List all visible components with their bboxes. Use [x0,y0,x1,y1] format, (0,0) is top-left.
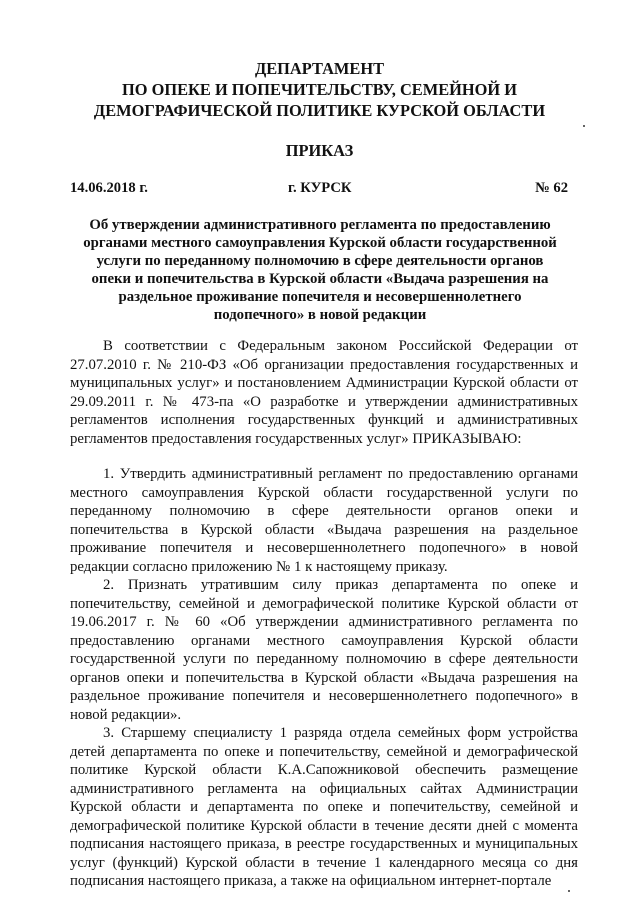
scan-speck [583,125,585,127]
department-header-line-2: ПО ОПЕКЕ И ПОПЕЧИТЕЛЬСТВУ, СЕМЕЙНОЙ И [122,80,517,99]
order-subject: Об утверждении административного регламента по предоставлению органами местного самоуправления Курской области государственной услуги по переданному полномочию в сфере деятельности органов опеки и попечительства в Курской области «Выдача разрешения на раздельное проживание попечителя и несовершеннолетнего подопечного» в новой редакции [83,217,557,323]
order-city: г. КУРСК [288,180,352,196]
department-header-line-1: ДЕПАРТАМЕНТ [254,59,385,78]
order-items [70,465,578,891]
order-date: 14.06.2018 г. [70,180,148,196]
order-item-3: 3. Старшему специалисту 1 разряда отдела семейных форм устройства детей департамента по опеке и попечительству, семейной и демографической политике Курской области К.А.Сапожниковой обеспечить размещение административного регламента на официальных сайтах Администрации Курской области и департамента по опеке и попечительству, семейной и демографической политике Курской области в течение десяти дней с момента подписания настоящего приказа, в реестре государственных и муниципальных услуг (функций) Курской области в течение 1 календарного месяца со дня подписания настоящего приказа, а также на официальном интернет-портале [70,725,578,889]
scan-speck [568,890,570,892]
order-item-2: 2. Признать утратившим силу приказ департамента по опеке и попечительству, семейной и демографической политике Курской области от 19.06.2017 г. № 60 «Об утверждении административного регламента по предоставлению органами местного самоуправления Курской области государственной услуги по переданному полномочию в сфере деятельности органов опеки и попечительства в Курской области «Выдача разрешения на раздельное проживание попечителя и несовершеннолетнего подопечного» в новой редакции». [70,577,578,723]
preamble-block [70,337,578,448]
department-header-line-3: ДЕМОГРАФИЧЕСКОЙ ПОЛИТИКЕ КУРСКОЙ ОБЛАСТИ [93,101,546,120]
preamble-paragraph: В соответствии с Федеральным законом Российской Федерации от 27.07.2010 г. № 210-ФЗ «Об организации предоставления государственных и муниципальных услуг» и постановлением Администрации Курской области от 29.09.2011 г. № 473-па «О разработке и утверждении административных регламентов исполнения государственных функций и административных регламентов предоставления государственных услуг» ПРИКАЗЫВАЮ: [70,338,578,447]
order-title: ПРИКАЗ [285,141,354,160]
order-item-1: 1. Утвердить административный регламент по предоставлению органами местного самоуправления Курской области государственной услуги по переданному полномочию в сфере деятельности органов опеки и попечительства в Курской области «Выдача разрешения на раздельное проживание попечителя и несовершеннолетнего подопечного» в новой редакции согласно приложению № 1 к настоящему приказу. [70,466,578,575]
department-header [60,58,579,121]
order-meta-row [70,178,570,198]
order-number: № 62 [535,180,568,196]
